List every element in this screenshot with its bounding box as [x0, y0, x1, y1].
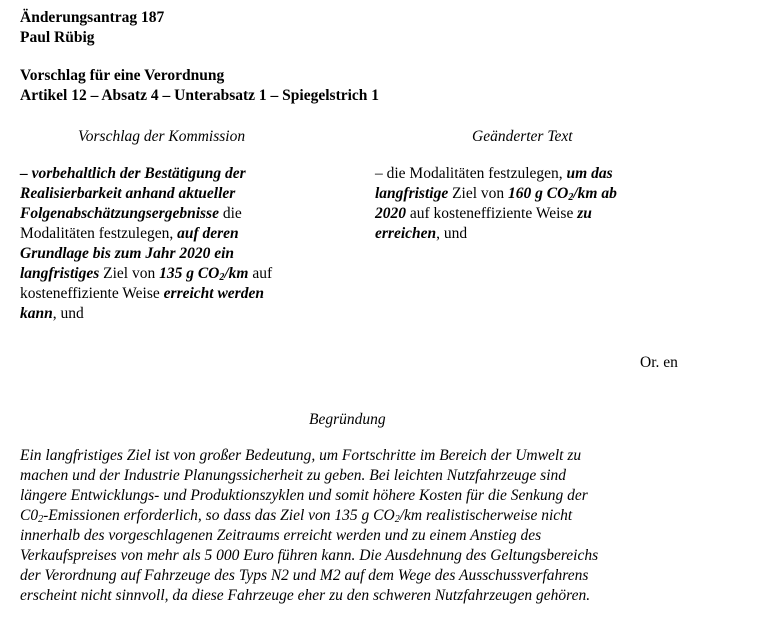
- right-line-2-normal: Ziel von: [448, 185, 509, 202]
- right-co2-post: /km ab: [573, 185, 617, 202]
- left-line-8-normal: , und: [52, 305, 84, 322]
- right-line-1: [375, 164, 675, 184]
- right-line-2-bold: langfristige: [375, 185, 449, 202]
- right-line-1-normal: – die Modalitäten festzulegen,: [375, 165, 567, 182]
- proposal-title: Vorschlag für eine Verordnung: [20, 67, 225, 84]
- left-line-8: [20, 304, 320, 324]
- justification-co2-sub: 2: [394, 514, 400, 525]
- left-line-5: Grundlage bis zum Jahr 2020 ein: [20, 245, 235, 262]
- amended-text-header: Geänderter Text: [472, 128, 573, 145]
- justification-line-8: erscheint nicht sinnvoll, da diese Fahrzeuge eher zu den schweren Nutzfahrzeugen gehören.: [20, 587, 591, 604]
- right-line-4: [375, 224, 675, 244]
- left-line-6-normal-2: auf: [248, 265, 273, 282]
- right-co2-value: [508, 185, 617, 202]
- amendment-header: [20, 8, 740, 106]
- left-line-6: [20, 264, 320, 284]
- justification-line-4: [20, 506, 720, 526]
- justification-line-7: der Verordnung auf Fahrzeuge des Typs N2 und M2 auf dem Wege des Ausschussverfahrens: [20, 567, 589, 584]
- justification-line-2: machen und der Industrie Planungssicherheit zu geben. Bei leichten Nutzfahrzeuge sind: [20, 467, 567, 484]
- left-line-7: [20, 284, 320, 304]
- left-line-1: – vorbehaltlich der Bestätigung der: [20, 165, 246, 182]
- right-line-3-bold-2: zu: [577, 205, 592, 222]
- amendment-author: Paul Rübig: [20, 29, 95, 46]
- right-line-4-bold: erreichen: [375, 225, 437, 242]
- left-co2-pre: 135 g CO: [159, 265, 220, 282]
- left-line-4: [20, 224, 320, 244]
- left-line-3-bold: Folgenabschätzungsergebnisse: [20, 205, 219, 222]
- amendment-number: Änderungsantrag 187: [20, 9, 165, 26]
- commission-proposal-text: [20, 164, 320, 324]
- right-line-1-bold: um das: [566, 165, 613, 182]
- article-reference: Artikel 12 – Absatz 4 – Unterabsatz 1 – Spiegelstrich 1: [20, 87, 380, 104]
- left-line-3-normal: die: [218, 205, 242, 222]
- right-co2-sub: 2: [568, 192, 574, 203]
- justification-text: [20, 446, 720, 606]
- justification-title: Begründung: [309, 411, 386, 428]
- left-line-4-normal: Modalitäten festzulegen,: [20, 225, 178, 242]
- left-line-7-bold: erreicht werden: [163, 285, 264, 302]
- justification-c02: C0: [20, 507, 39, 524]
- justification-line-4-mid: -Emissionen erforderlich, so dass das Ziel von 135 g CO: [43, 507, 395, 524]
- left-co2-value: [159, 265, 248, 282]
- commission-proposal-header: Vorschlag der Kommission: [78, 128, 246, 145]
- amended-text: [375, 164, 675, 244]
- justification-line-5: innerhalb des vorgeschlagenen Zeitraums erreicht werden und zu einem Anstieg des: [20, 527, 542, 544]
- right-line-3: [375, 204, 675, 224]
- justification-line-6: Verkaufspreises von mehr als 5 000 Euro führen kann. Die Ausdehnung des Geltungsbereichs: [20, 547, 599, 564]
- justification-line-1: Ein langfristiges Ziel ist von großer Bedeutung, um Fortschritte im Bereich der Umwelt zu: [20, 447, 582, 464]
- right-line-4-normal: , und: [436, 225, 468, 242]
- right-line-3-bold: 2020: [375, 205, 406, 222]
- justification-c02-sub: 2: [38, 514, 44, 525]
- left-line-6-normal: Ziel von: [99, 265, 160, 282]
- justification-line-3: längere Entwicklungs- und Produktionszyklen und somit höhere Kosten für die Senkung der: [20, 487, 588, 504]
- left-line-8-bold: kann: [20, 305, 53, 322]
- original-language: Or. en: [640, 354, 678, 371]
- left-co2-sub: 2: [219, 272, 225, 283]
- right-line-3-normal: auf kosteneffiziente Weise: [406, 205, 578, 222]
- left-line-6-bold: langfristiges: [20, 265, 100, 282]
- left-line-4-bold: auf deren: [177, 225, 239, 242]
- left-line-3: [20, 204, 320, 224]
- left-line-2: Realisierbarkeit anhand aktueller: [20, 185, 236, 202]
- right-line-2: [375, 184, 675, 204]
- justification-line-4-end: /km realistischerweise nicht: [399, 507, 573, 524]
- column-headers: [20, 127, 710, 149]
- right-co2-pre: 160 g CO: [508, 185, 569, 202]
- left-line-7-normal: kosteneffiziente Weise: [20, 285, 164, 302]
- left-co2-post: /km: [224, 265, 249, 282]
